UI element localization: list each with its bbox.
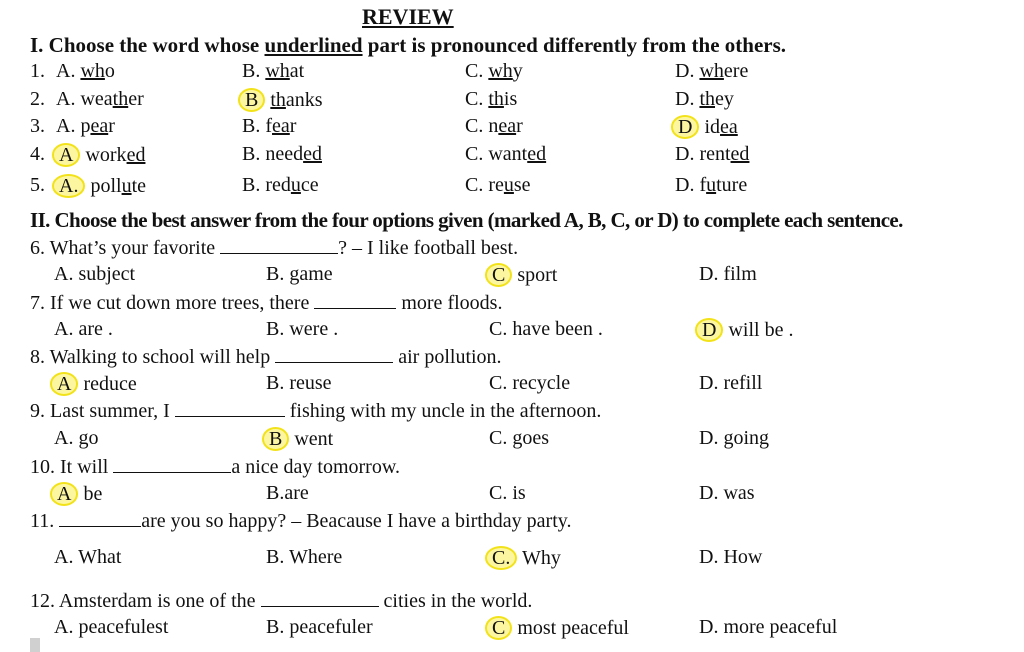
option-label: D. (699, 616, 719, 638)
answer-blank (175, 398, 285, 417)
underlined-part: u (706, 174, 717, 196)
option-label: C. (489, 318, 508, 340)
answer-option (465, 88, 517, 111)
answer-option (489, 263, 557, 287)
options-row (30, 263, 1010, 289)
question-before: Amsterdam is one of the (58, 590, 261, 612)
option-text: Where (288, 546, 343, 568)
option-text: peacefuler (289, 616, 373, 638)
word-part: need (265, 143, 304, 165)
answer-option (56, 60, 115, 83)
question-row (30, 174, 1010, 200)
page-title: REVIEW (362, 4, 454, 29)
option-label: C. (465, 60, 484, 82)
option-text: more peaceful (723, 616, 838, 638)
underlined-part: ea (720, 116, 738, 138)
word-part: n (488, 115, 499, 137)
option-label: B. (242, 60, 261, 82)
option-text: go (78, 427, 99, 449)
answer-option (489, 616, 629, 640)
answer-option (54, 482, 102, 506)
answer-option (56, 115, 115, 138)
underlined-part: u (290, 174, 301, 196)
answer-option (675, 88, 734, 111)
option-label: D. (699, 482, 719, 504)
option-text: going (723, 427, 770, 449)
answer-option (242, 115, 296, 138)
selected-answer-circle: C. (485, 546, 517, 570)
answer-option (699, 372, 762, 395)
selected-answer-circle: D (695, 318, 723, 342)
option-label: B. (266, 318, 285, 340)
word-part: te (131, 175, 147, 197)
answer-option (266, 546, 342, 569)
question-text (30, 588, 532, 613)
underlined-part: u (121, 175, 132, 197)
options-row (30, 546, 1010, 572)
answer-blank (314, 290, 396, 309)
answer-option (489, 546, 561, 570)
answer-option (54, 263, 135, 286)
underlined-part: wh (699, 60, 724, 82)
option-label: A. (54, 318, 74, 340)
option-label: B. (242, 143, 261, 165)
answer-option (699, 263, 757, 286)
question-after: air pollution. (393, 346, 502, 368)
option-label: D. (675, 60, 695, 82)
answer-option (675, 174, 747, 197)
answer-option (54, 616, 168, 639)
option-label: D. (675, 174, 695, 196)
option-label: D. (699, 372, 719, 394)
option-label: A. (54, 546, 74, 568)
question-row (30, 235, 1010, 261)
question-number: 8. (30, 346, 50, 368)
word-part: r (108, 115, 115, 137)
option-label: C. (489, 372, 508, 394)
option-text: recycle (512, 372, 571, 394)
question-text (30, 454, 400, 479)
option-label: B. (266, 482, 285, 504)
question-after: cities in the world. (378, 590, 533, 612)
answer-blank (59, 508, 141, 527)
option-label: C. (489, 482, 508, 504)
option-text: reduce (83, 373, 137, 395)
question-text (30, 508, 571, 533)
option-label: D. (675, 143, 695, 165)
answer-option (675, 115, 738, 139)
option-text: reuse (289, 372, 332, 394)
answer-option (266, 482, 309, 505)
answer-option (489, 482, 526, 505)
answer-option (266, 616, 373, 639)
underlined-part: ed (303, 143, 322, 165)
options-row (30, 616, 1010, 642)
section-1-heading: I. Choose the word whose underlined part is pronounced differently from the others. (30, 33, 787, 57)
word-part: ey (715, 88, 734, 110)
underlined-part: ed (730, 143, 750, 165)
underlined-part: wh (488, 60, 513, 82)
word-part: f (699, 174, 707, 196)
option-label: D. (699, 263, 719, 285)
answer-option (242, 60, 304, 83)
option-text: film (723, 263, 757, 285)
option-label: B. (266, 616, 285, 638)
underlined-part: ea (498, 115, 517, 137)
answer-blank (261, 588, 379, 607)
underlined-part: th (488, 88, 504, 110)
underlined-part: ed (527, 143, 547, 165)
answer-option (56, 174, 146, 198)
answer-option (242, 174, 319, 197)
answer-option (675, 60, 748, 83)
question-before: It will (60, 456, 114, 478)
question-number: 9. (30, 400, 50, 422)
answer-option (56, 143, 145, 167)
underlined-part: th (699, 88, 716, 110)
question-number: 10. (30, 456, 60, 478)
option-label: C. (489, 427, 508, 449)
word-part: y (512, 60, 523, 82)
selected-answer-circle: C (485, 263, 512, 287)
question-text (30, 344, 502, 369)
underlined-part: ed (126, 144, 146, 166)
option-label: A. (56, 115, 76, 137)
selected-answer-circle: A (50, 372, 78, 396)
word-part: re (488, 174, 504, 196)
option-text: be (83, 483, 103, 505)
answer-option (699, 546, 762, 569)
options-row (30, 318, 1010, 344)
option-text: Why (521, 547, 561, 569)
question-number: 2. (30, 88, 45, 110)
selected-answer-circle: A (50, 482, 78, 506)
word-part: se (513, 174, 531, 196)
question-row (30, 344, 1010, 370)
question-before: What’s your favorite (49, 237, 221, 259)
word-part: f (265, 115, 273, 137)
word-part: anks (285, 89, 323, 111)
option-label: B. (242, 174, 261, 196)
answer-option (489, 427, 549, 450)
option-label: A. (56, 60, 76, 82)
option-text: subject (78, 263, 136, 285)
answer-option (489, 318, 603, 341)
question-row (30, 143, 1010, 169)
answer-option (699, 616, 837, 639)
word-part: er (128, 88, 144, 110)
option-text: How (723, 546, 763, 568)
selected-answer-circle: B (262, 427, 289, 451)
section-2-heading: II. Choose the best answer from the four options given (marked A, B, C, or D) to complete each sentence. (30, 208, 903, 232)
option-text: refill (723, 372, 763, 394)
answer-option (465, 60, 523, 83)
answer-option (699, 318, 793, 342)
option-label: C. (465, 115, 484, 137)
question-after: are you so happy? – Beacause I have a birthday party. (141, 510, 572, 532)
answer-option (266, 372, 332, 395)
word-part: o (104, 60, 115, 82)
word-part: work (85, 144, 127, 166)
word-part: ce (300, 174, 319, 196)
option-label: B. (266, 372, 285, 394)
answer-blank (275, 344, 393, 363)
answer-option (675, 143, 749, 166)
option-label: D. (699, 546, 719, 568)
underlined-part: wh (80, 60, 105, 82)
answer-option (465, 174, 531, 197)
answer-option (54, 546, 121, 569)
selected-answer-circle: D (671, 115, 699, 139)
answer-option (266, 263, 333, 286)
answer-option (699, 427, 769, 450)
question-row (30, 454, 1010, 480)
answer-option (266, 427, 333, 451)
question-row (30, 60, 1010, 86)
answer-option (465, 143, 546, 166)
option-label: A. (54, 263, 74, 285)
question-number: 3. (30, 115, 45, 137)
question-number: 4. (30, 143, 45, 165)
question-number: 7. (30, 292, 50, 314)
question-row (30, 88, 1010, 114)
option-label: D. (699, 427, 719, 449)
option-text: game (289, 263, 333, 285)
option-label: A. (56, 88, 76, 110)
option-label: C. (465, 88, 484, 110)
question-text (30, 290, 502, 315)
option-label: B. (266, 263, 285, 285)
option-text: are (284, 482, 309, 504)
question-after: a nice day tomorrow. (231, 456, 400, 478)
answer-option (699, 482, 755, 505)
option-label: D. (675, 88, 695, 110)
word-part: r (289, 115, 297, 137)
option-text: have been . (512, 318, 603, 340)
word-part: is (503, 88, 518, 110)
selected-answer-circle: A (52, 143, 80, 167)
question-before: Walking to school will help (49, 346, 276, 368)
word-part: ture (716, 174, 748, 196)
answer-blank (220, 235, 338, 254)
option-text: peacefulest (78, 616, 169, 638)
word-part: want (488, 143, 528, 165)
word-part: r (516, 115, 523, 137)
underlined-part: th (270, 89, 286, 111)
options-row (30, 482, 1010, 508)
question-number: 11. (30, 510, 60, 532)
answer-blank (113, 454, 231, 473)
question-text (30, 235, 518, 260)
underlined-part: u (503, 174, 514, 196)
page-edge-mark (30, 638, 40, 652)
question-after: fishing with my uncle in the afternoon. (284, 400, 602, 422)
option-label: B. (242, 115, 261, 137)
option-text: was (723, 482, 755, 504)
option-text: is (512, 482, 526, 504)
answer-option (489, 372, 570, 395)
underlined-part: ea (90, 115, 109, 137)
answer-option (54, 318, 113, 341)
question-before: Last summer, I (50, 400, 175, 422)
question-row (30, 508, 1010, 534)
question-row (30, 290, 1010, 316)
selected-answer-circle: A. (52, 174, 85, 198)
question-before: If we cut down more trees, there (50, 292, 315, 314)
answer-option (54, 427, 98, 450)
option-text: most peaceful (517, 617, 629, 639)
question-after: ? – I like football best. (338, 237, 519, 259)
word-part: id (704, 116, 721, 138)
word-part: poll (90, 175, 122, 197)
question-row (30, 398, 1010, 424)
answer-option (242, 143, 322, 166)
option-label: A. (54, 427, 74, 449)
question-number: 5. (30, 174, 45, 196)
option-label: A. (54, 616, 74, 638)
option-text: sport (517, 264, 558, 286)
question-text (30, 398, 601, 423)
word-part: red (265, 174, 291, 196)
word-part: ere (723, 60, 749, 82)
underlined-part: th (112, 88, 129, 110)
answer-option (56, 88, 144, 111)
option-label: C. (465, 143, 484, 165)
question-row (30, 588, 1010, 614)
options-row (30, 372, 1010, 398)
option-text: are . (78, 318, 113, 340)
underlined-part: ea (272, 115, 290, 137)
answer-option (54, 372, 137, 396)
question-number: 12. (30, 590, 59, 612)
answer-option (242, 88, 323, 112)
word-part: wea (80, 88, 113, 110)
word-part: rent (699, 143, 731, 165)
question-after: more floods. (396, 292, 503, 314)
option-text: will be . (728, 319, 794, 341)
option-label: C. (465, 174, 484, 196)
option-label: B. (266, 546, 285, 568)
option-text: What (78, 546, 122, 568)
option-text: went (294, 428, 334, 450)
question-number: 1. (30, 60, 45, 82)
selected-answer-circle: C (485, 616, 512, 640)
answer-option (465, 115, 523, 138)
answer-option (266, 318, 338, 341)
options-row (30, 427, 1010, 453)
option-text: goes (512, 427, 550, 449)
question-row (30, 115, 1010, 141)
underlined-part: wh (265, 60, 290, 82)
selected-answer-circle: B (238, 88, 265, 112)
option-text: were . (289, 318, 339, 340)
word-part: p (80, 115, 91, 137)
question-number: 6. (30, 237, 50, 259)
word-part: at (289, 60, 305, 82)
